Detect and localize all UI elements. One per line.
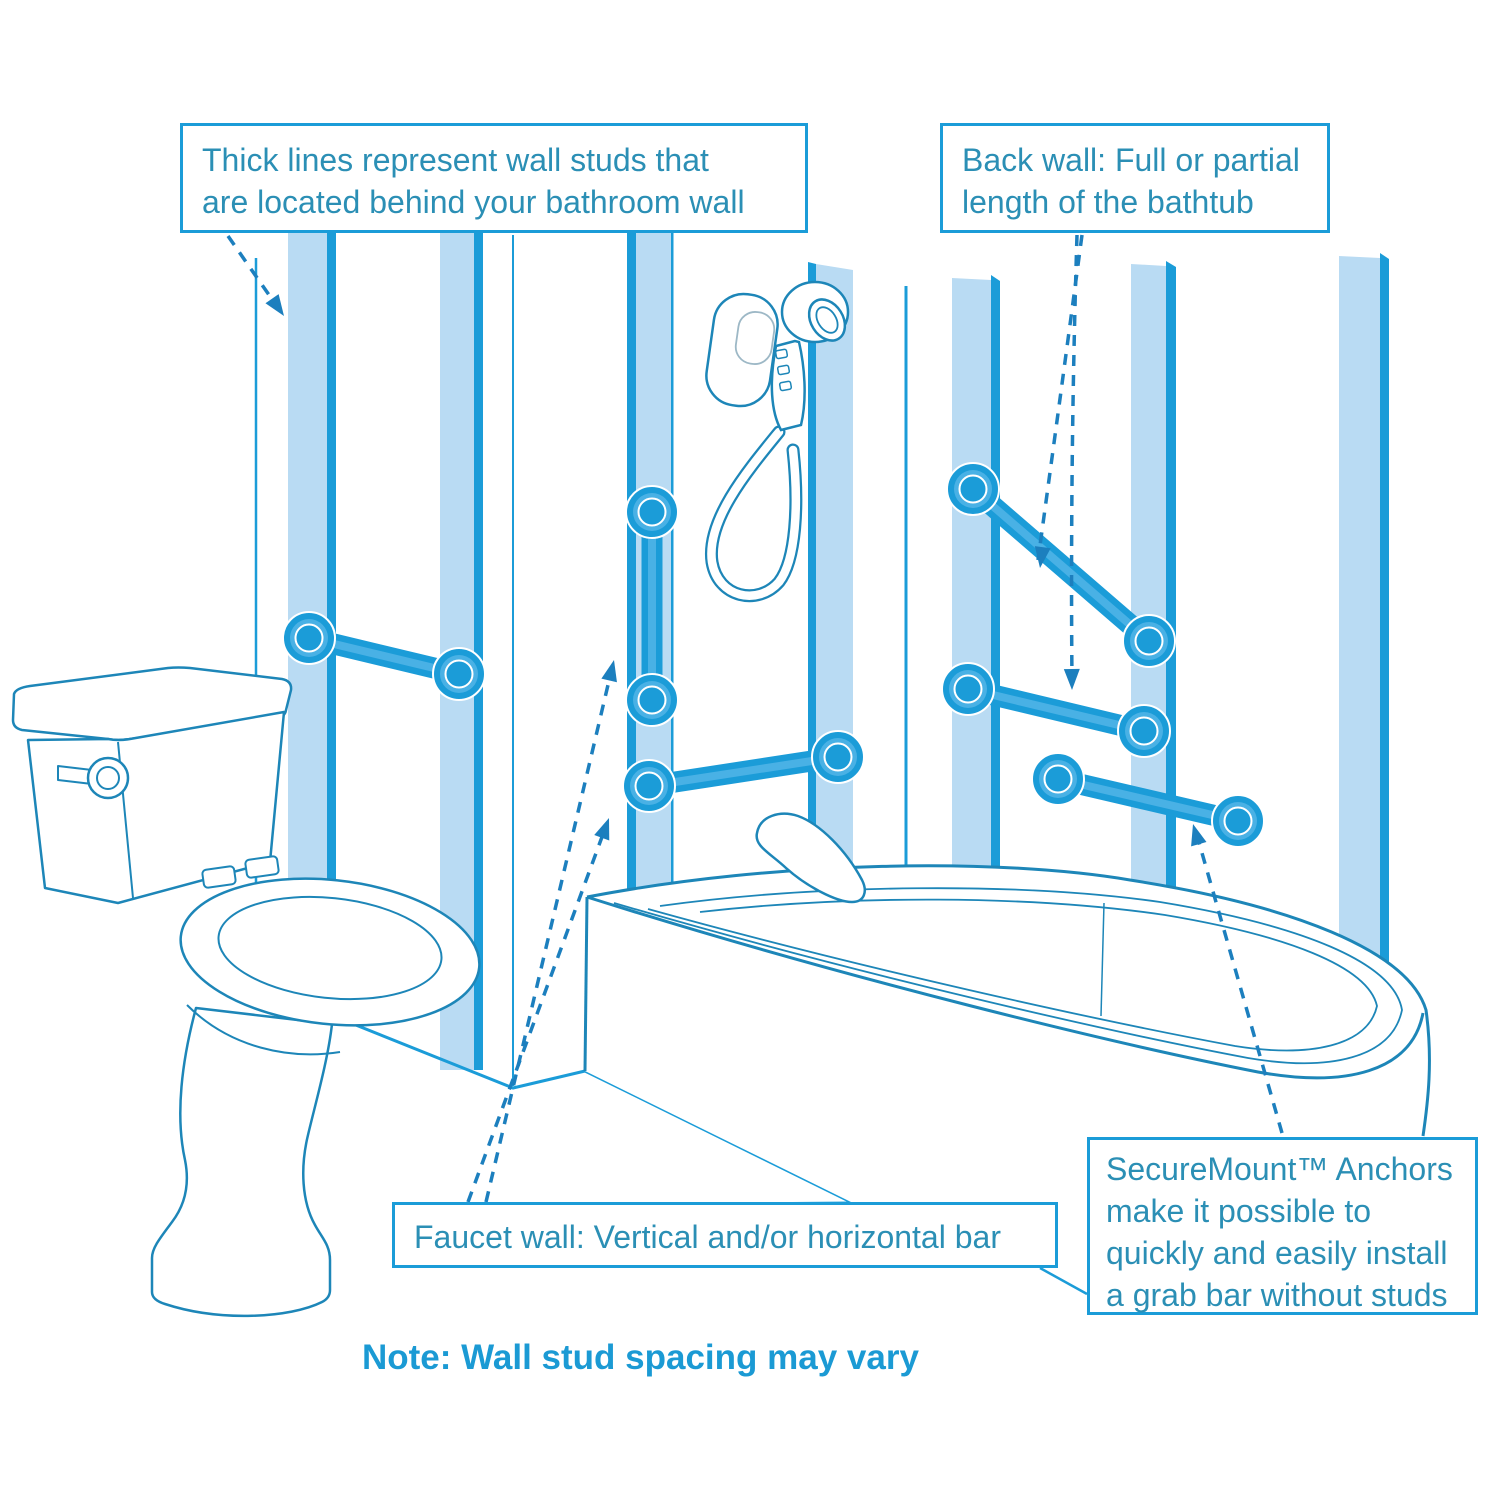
callout-text: SecureMount™ Anchors: [1106, 1151, 1453, 1187]
stud-faucet-wall-2: [808, 262, 853, 905]
stud-back-wall-3: [1339, 253, 1389, 1010]
grab-bars: [283, 463, 1264, 847]
callout-leader-line: [1040, 1268, 1087, 1294]
shower-mount-plate: [703, 290, 782, 410]
shower-handle: [772, 341, 805, 430]
callout-back-wall: [940, 123, 1330, 233]
callout-text: make it possible to: [1106, 1193, 1372, 1229]
toilet-tank: [28, 712, 284, 903]
callout-text: Thick lines represent wall studs that: [202, 142, 709, 178]
callout-text: Faucet wall: Vertical and/or horizontal bar: [414, 1219, 1001, 1255]
toilet-flush-lever: [58, 766, 92, 784]
callout-text: length of the bathtub: [962, 184, 1254, 220]
callout-text: a grab bar without studs: [1106, 1277, 1448, 1313]
callout-faucet-wall: [392, 1202, 1058, 1268]
note-text: Note: Wall stud spacing may vary: [362, 1338, 919, 1377]
tub-apron-edge: [585, 897, 587, 1071]
callout-wall-studs: [180, 123, 808, 233]
toilet-flush-handle: [88, 758, 128, 798]
callout-text: Back wall: Full or partial: [962, 142, 1300, 178]
arrow-wall-studs: [228, 236, 276, 305]
callout-text: are located behind your bathroom wall: [202, 184, 745, 220]
callout-text: quickly and easily install: [1106, 1235, 1448, 1271]
callout-securemount: [1087, 1137, 1478, 1315]
